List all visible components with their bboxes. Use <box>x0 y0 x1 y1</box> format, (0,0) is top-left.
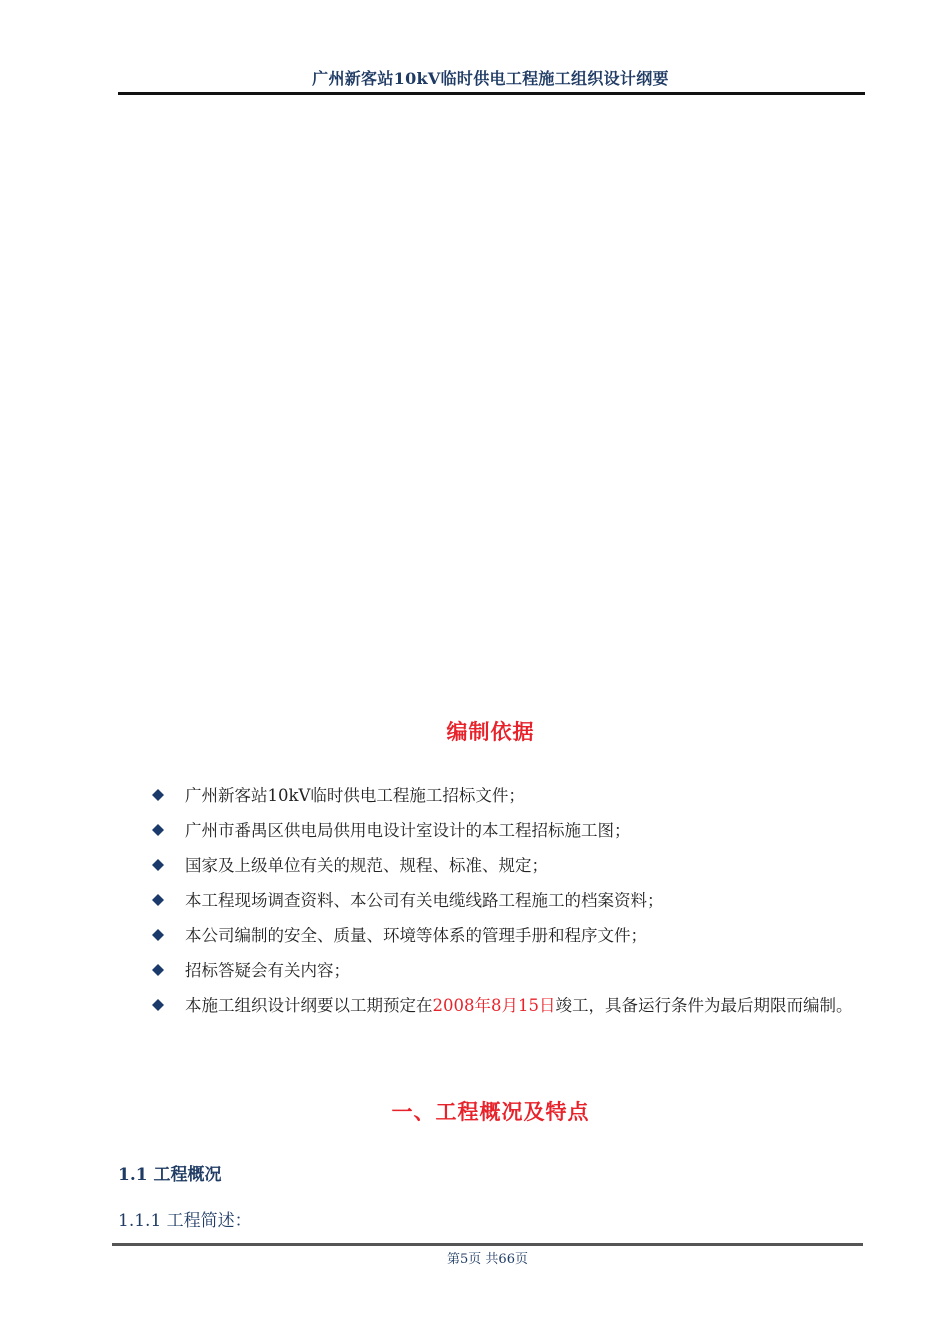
basis-list-item <box>152 918 866 953</box>
basis-item-text: 本公司编制的安全、质量、环境等体系的管理手册和程序文件； <box>185 926 647 945</box>
basis-list-item <box>152 953 866 988</box>
basis-item-text: 国家及上级单位有关的规范、规程、标准、规定； <box>185 856 548 875</box>
basis-item-text-after-date: 竣工，具备运行条件为最后期限而编制。 <box>555 996 853 1015</box>
basis-list <box>152 778 866 1023</box>
page-number: 第5页 共66页 <box>447 1252 528 1267</box>
chapter-heading: 一、工程概况及特点 <box>391 1099 590 1124</box>
footer-divider <box>112 1243 863 1246</box>
basis-list-item <box>152 883 866 918</box>
diamond-bullet-icon <box>152 824 164 836</box>
basis-item-text-before-date: 本施工组织设计纲要以工期预定在 <box>185 996 433 1015</box>
basis-list-item <box>152 813 866 848</box>
diamond-bullet-icon <box>152 894 164 906</box>
header-divider <box>118 92 865 95</box>
basis-heading: 编制依据 <box>446 719 535 744</box>
basis-item-text: 广州市番禺区供电局供用电设计室设计的本工程招标施工图； <box>185 821 631 840</box>
basis-item-text: 招标答疑会有关内容； <box>185 961 350 980</box>
running-header-title: 广州新客站10kV临时供电工程施工组织设计纲要 <box>312 69 669 88</box>
diamond-bullet-icon <box>152 929 164 941</box>
section-heading: 1.1 工程概况 <box>118 1165 222 1185</box>
basis-list-item <box>152 988 866 1023</box>
completion-date: 2008年8月15日 <box>432 996 556 1015</box>
basis-list-item <box>152 848 866 883</box>
diamond-bullet-icon <box>152 789 164 801</box>
diamond-bullet-icon <box>152 964 164 976</box>
basis-item-text: 本工程现场调查资料、本公司有关电缆线路工程施工的档案资料； <box>185 891 664 910</box>
subsection-heading: 1.1.1 工程简述： <box>118 1211 252 1231</box>
diamond-bullet-icon <box>152 859 164 871</box>
diamond-bullet-icon <box>152 999 164 1011</box>
basis-item-text: 广州新客站10kV临时供电工程施工招标文件； <box>185 786 525 805</box>
basis-list-item <box>152 778 866 813</box>
